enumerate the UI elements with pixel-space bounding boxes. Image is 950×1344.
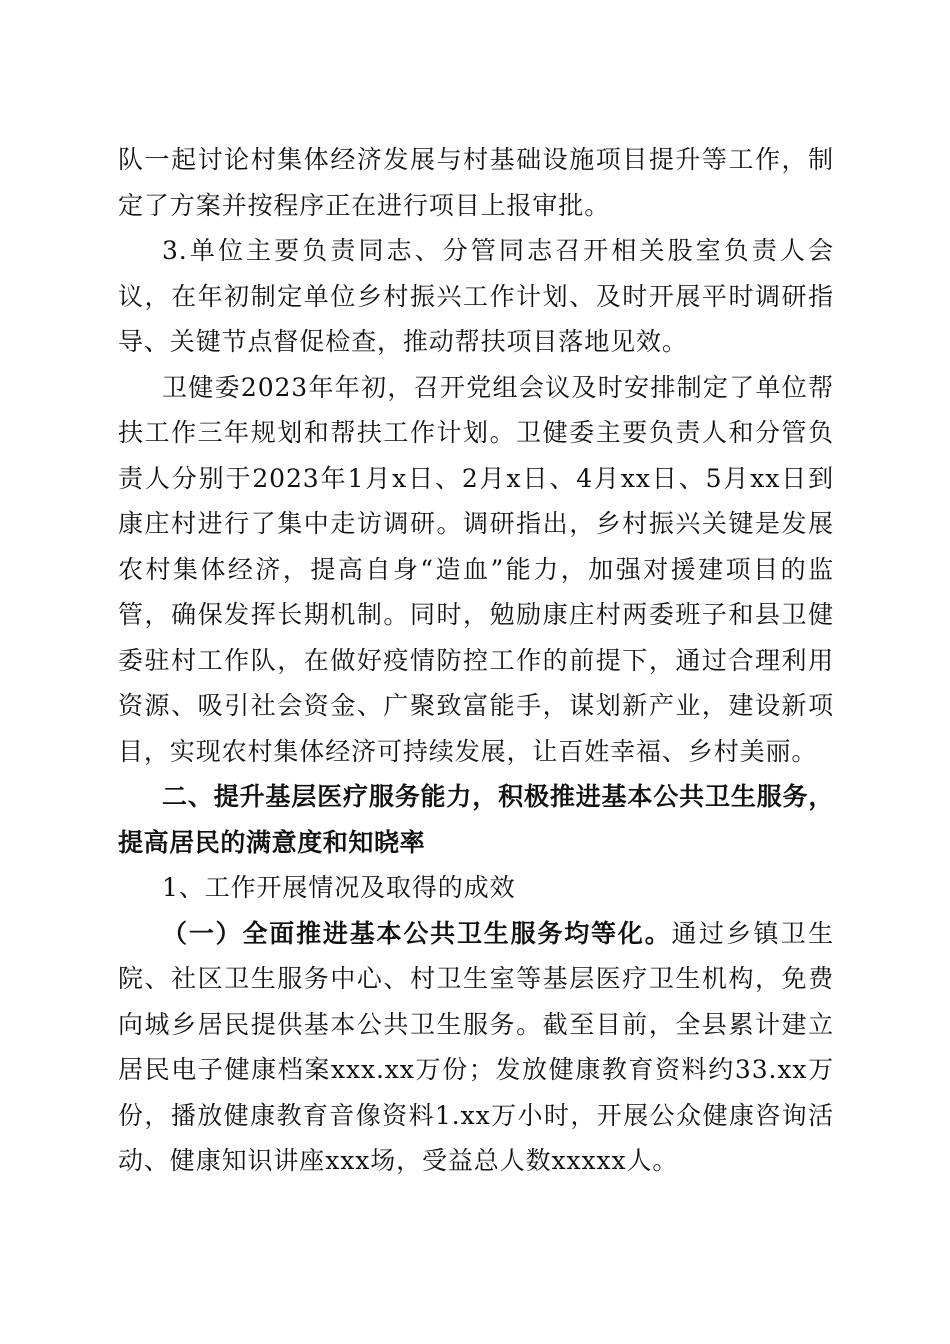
paragraph-continuation: 队一起讨论村集体经济发展与村基础设施项目提升等工作，制定了方案并按程序正在进行项目上报审批。	[118, 145, 834, 220]
document-body	[118, 137, 834, 1184]
paragraph-item-3: 3.单位主要负责同志、分管同志召开相关股室负责人会议，在年初制定单位乡村振兴工作计划、及时开展平时调研指导、关键节点督促检查，推动帮扶项目落地见效。	[118, 236, 834, 356]
paragraph-item-1-lead: （一）全面推进基本公共卫生服务均等化。	[162, 918, 672, 948]
subsection-heading: 1、工作开展情况及取得的成效	[162, 873, 516, 902]
section-heading: 二、提升基层医疗服务能力，积极推进基本公共卫生服务，提高居民的满意度和知晓率	[118, 782, 834, 857]
paragraph-health-committee: 卫健委2023年年初，召开党组会议及时安排制定了单位帮扶工作三年规划和帮扶工作计划。卫健委主要负责人和分管负责人分别于2023年1月x日、2月x日、4月xx日、5月xx日到康庄村进行了集中走访调研。调研指出，乡村振兴关键是发展农村集体经济，提高自身“造血”能力，加强对援建项目的监管，确保发挥长期机制。同时，勉励康庄村两委班子和县卫健委驻村工作队，在做好疫情防控工作的前提下，通过合理利用资源、吸引社会资金、广聚致富能手，谋划新产业，建设新项目，实现农村集体经济可持续发展，让百姓幸福、乡村美丽。	[118, 372, 834, 766]
paragraph-item-1-body: 通过乡镇卫生院、社区卫生服务中心、村卫生室等基层医疗卫生机构，免费向城乡居民提供基本公共卫生服务。截至目前，全县累计建立居民电子健康档案xxx.xx万份；发放健康教育资料约33.xx万份，播放健康教育音像资料1.xx万小时，开展公众健康咨询活动、健康知识讲座xxx场，受益总人数xxxxx人。	[118, 918, 834, 1175]
paragraph-item-1	[118, 911, 834, 1184]
